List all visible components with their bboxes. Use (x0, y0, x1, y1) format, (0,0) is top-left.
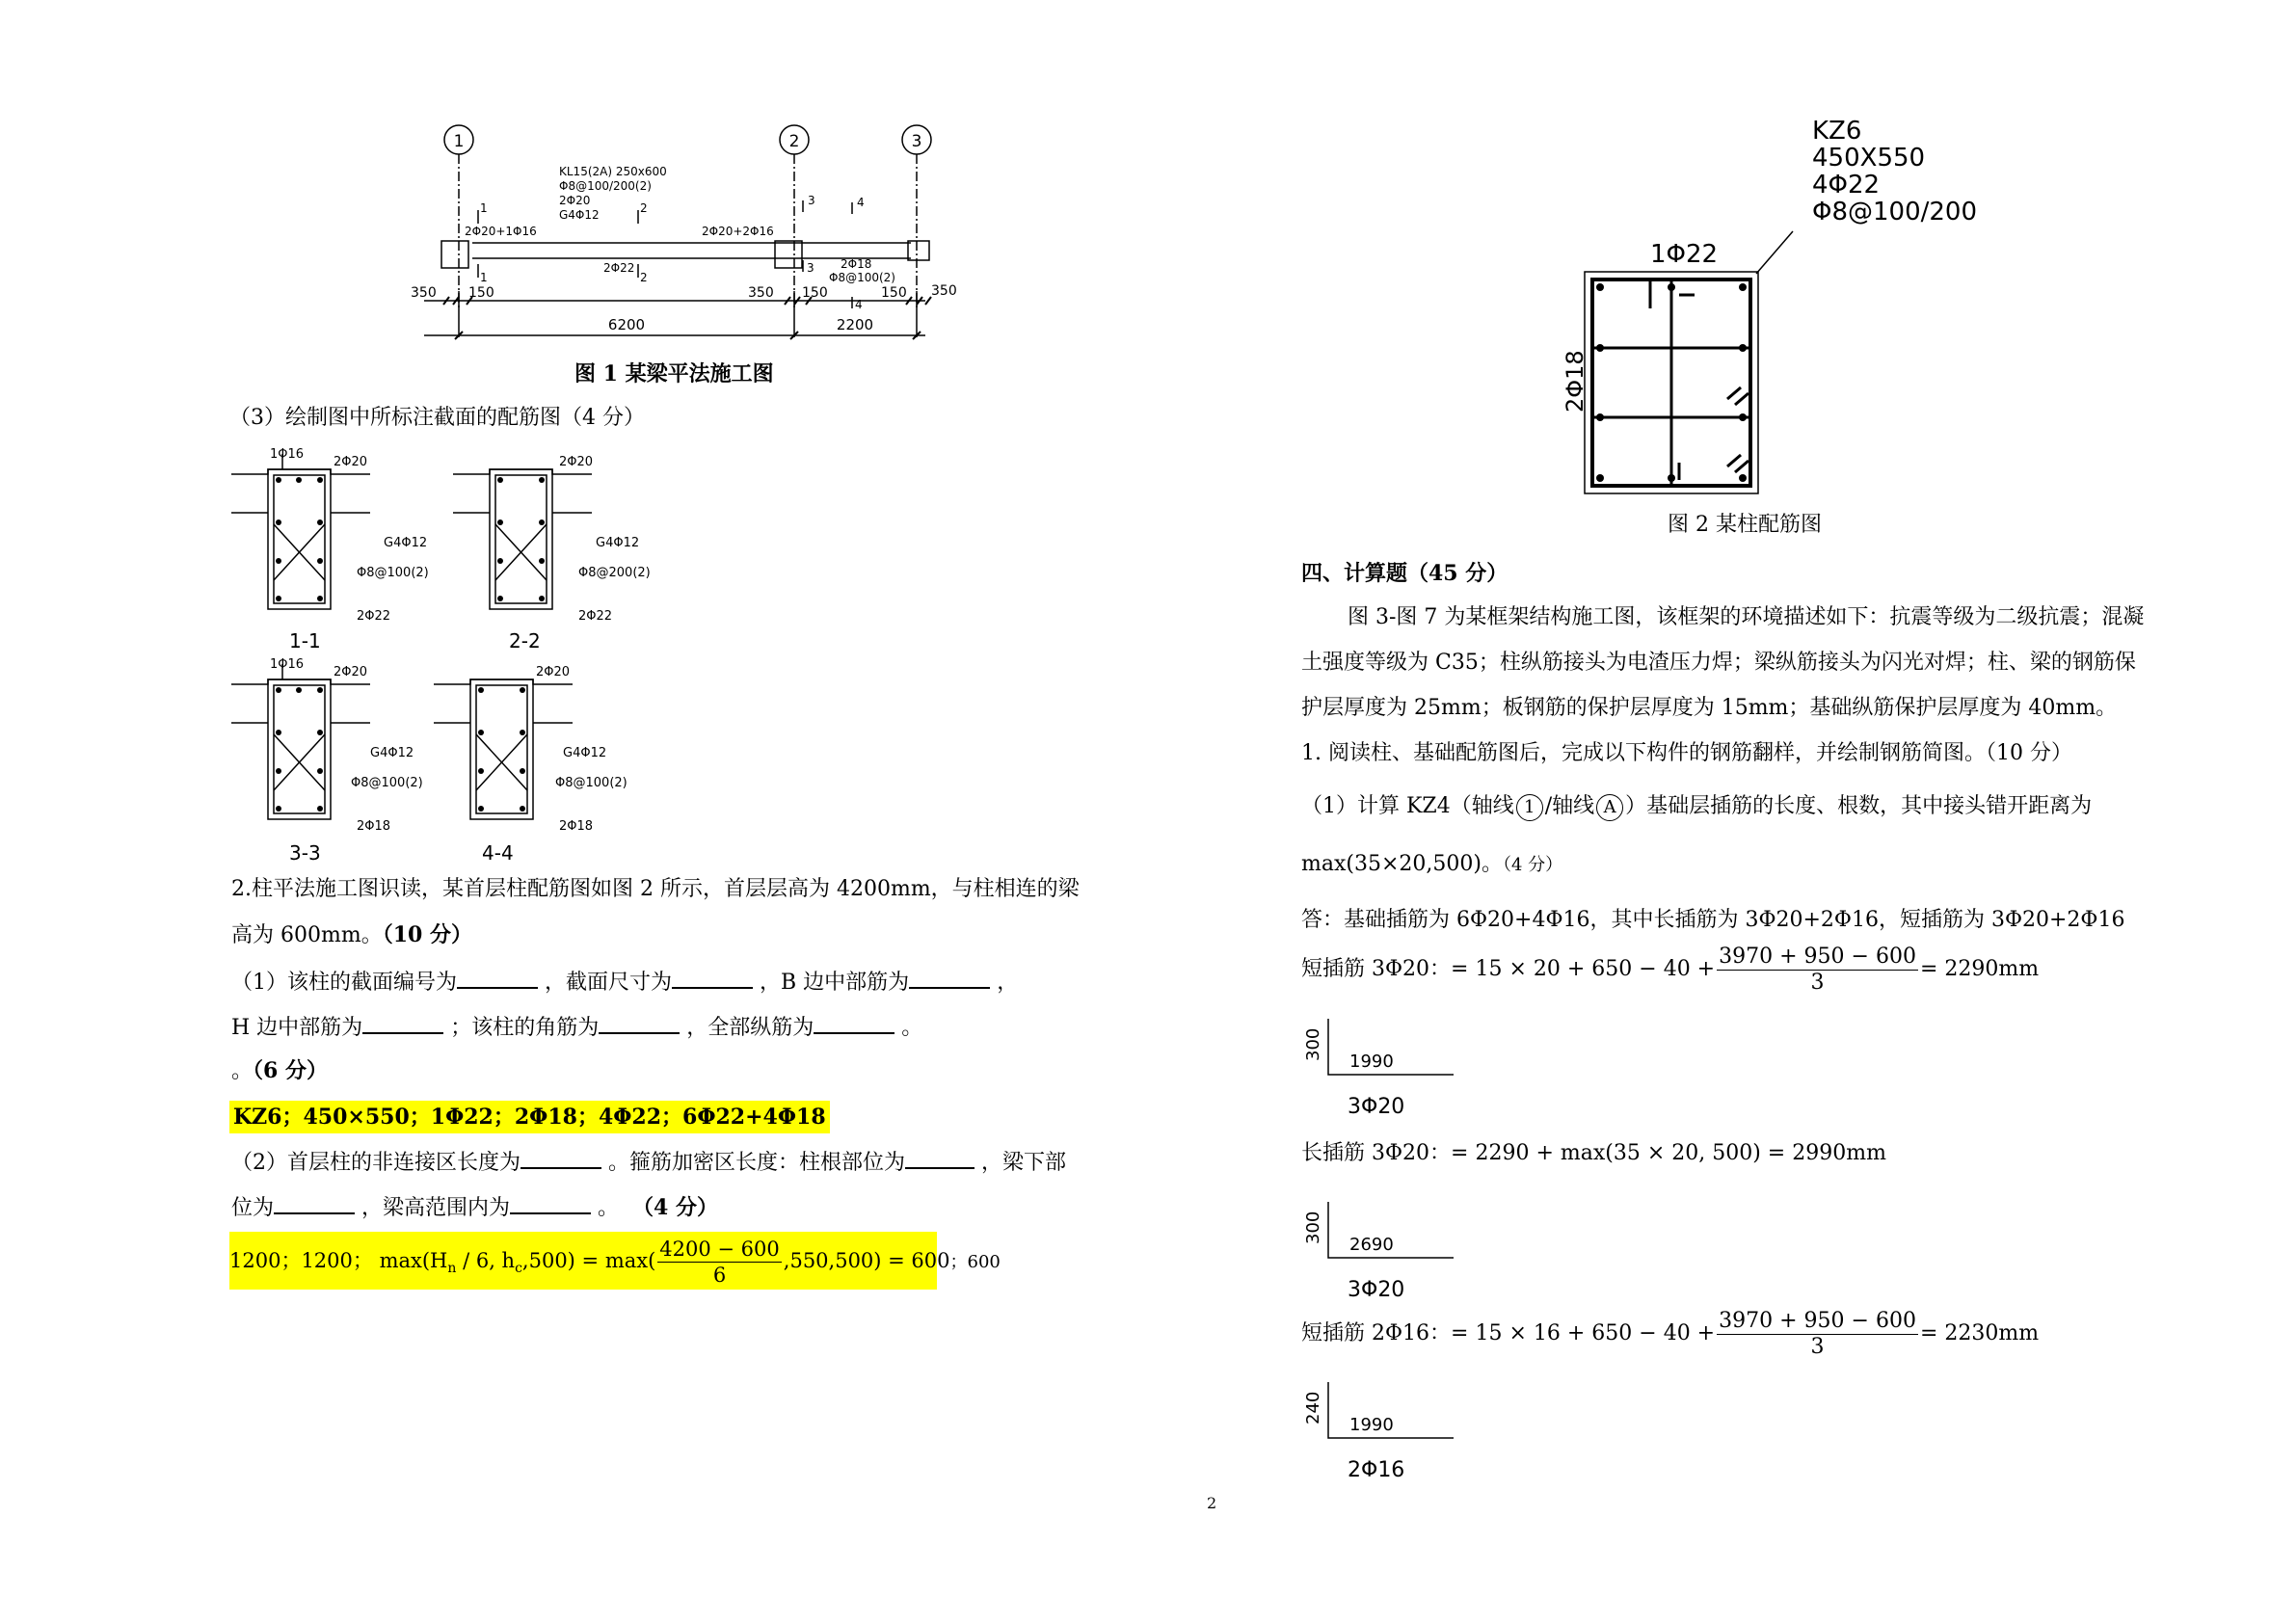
dim-span-2200: 2200 (836, 316, 874, 333)
sketch1-vertical: 300 (1303, 1027, 1323, 1061)
sketch2-name: 3Φ20 (1348, 1278, 1405, 1302)
sketch2-horizontal: 2690 (1349, 1235, 1394, 1255)
q2-s2-line2 (231, 1191, 718, 1223)
sec1-top-a: 1Φ16 (270, 447, 305, 462)
page-number: 2 (1207, 1494, 1217, 1512)
answer-2-result: ,550,500) = 600 (783, 1249, 950, 1272)
sketch2-vertical: 300 (1303, 1211, 1323, 1244)
answer-2-tail: ；600 (949, 1252, 1001, 1272)
beam-label-line-1: KL15(2A) 250x600 (559, 165, 667, 178)
section4-q1: 1. 阅读柱、基础配筋图后，完成以下构件的钢筋翻样，并绘制钢筋简图。（10 分） (1301, 741, 2072, 765)
answer-2-div: / 6, h (456, 1249, 516, 1272)
calc3-result: = 2230mm (1919, 1321, 2040, 1345)
calc-short-2d16 (1301, 1307, 2039, 1361)
calc2-expr: = 2290 + max(35 × 20, 500) = 2990mm (1451, 1141, 1886, 1165)
sketch1-name: 3Φ20 (1348, 1095, 1405, 1119)
answer-2-max: max(H (379, 1249, 448, 1272)
q2-s1-text-b: ，截面尺寸为 (545, 971, 673, 995)
q2-s1-text-g: ，全部纵筋为 (686, 1016, 814, 1040)
answer-2-sub-n: n (447, 1261, 457, 1277)
blank-column-base[interactable] (905, 1146, 974, 1169)
q2-s2-text-a: （2）首层柱的非连接区长度为 (231, 1151, 521, 1175)
q2-s2-text-e: ，梁高范围内为 (361, 1196, 511, 1220)
axis-1-label: 1 (453, 132, 465, 151)
answer-1-highlight: KZ6；450×550；1Φ22；2Φ18；4Φ22；6Φ22+4Φ18 (229, 1101, 830, 1133)
dim-150-left: 150 (468, 285, 494, 301)
sec4-top-b: 2Φ20 (536, 665, 571, 679)
q2-s1-text-d: ， (997, 971, 1019, 995)
answer-2-denominator: 6 (712, 1264, 727, 1287)
beam-label-line-2: Φ8@100/200(2) (559, 179, 652, 193)
beam-plan-drawing (386, 116, 983, 347)
sketch3-vertical: 240 (1303, 1391, 1323, 1424)
q2-s1-text-f: ；该柱的角筋为 (450, 1016, 600, 1040)
answer-2-eq: ,500) = max( (521, 1249, 656, 1272)
calc1-result: = 2290mm (1919, 957, 2040, 981)
sec2-top-b: 2Φ20 (559, 455, 594, 469)
q2-s1-text-e: H 边中部筋为 (231, 1016, 363, 1040)
blank-below-beam[interactable] (274, 1191, 355, 1214)
axis-3-label: 3 (911, 132, 922, 151)
sec2-bottom: 2Φ22 (578, 609, 613, 624)
q2-s1-text-h: 。 (901, 1016, 923, 1040)
section-mark-3-bottom: 3 (807, 261, 814, 275)
section-mark-3: 3 (808, 194, 815, 207)
section4-para-line2: 土强度等级为 C35；柱纵筋接头为电渣压力焊；梁纵筋接头为闪光对焊；柱、梁的钢筋保 (1301, 651, 2136, 675)
answer-2-numerator: 4200 − 600 (659, 1238, 780, 1261)
q2-s1-text-a: （1）该柱的截面编号为 (231, 971, 457, 995)
sec3-side: G4Φ12 (370, 746, 414, 760)
sec4-bottom: 2Φ18 (559, 819, 594, 834)
blank-beam-height[interactable] (510, 1191, 591, 1214)
sec3-bottom: 2Φ18 (357, 819, 391, 834)
q1-1-text-a: （1）计算 KZ4（轴线 (1301, 794, 1514, 818)
q2-s1-score-dot: 。 (231, 1059, 254, 1083)
dim-150-right: 150 (881, 285, 907, 301)
q2-intro-line1: 2.柱平法施工图识读，某首层柱配筋图如图 2 所示，首层层高为 4200mm，与柱相连的梁 (231, 877, 1080, 901)
section-mark-1-bottom: 1 (480, 271, 488, 284)
sec2-stirrup: Φ8@200(2) (578, 566, 651, 580)
column-section-drawing (1542, 106, 1986, 511)
sec4-name: 4-4 (482, 841, 514, 865)
q2-s1-score-text: （6 分） (253, 1058, 328, 1083)
sec2-name: 2-2 (509, 629, 541, 652)
q2-s2-text-c: ，梁下部 (981, 1151, 1067, 1175)
axis-1-circle: 1 (1516, 794, 1543, 821)
section-mark-2-bottom: 2 (640, 271, 648, 284)
calc1-fraction (1717, 945, 1918, 996)
fig2-top-bars: 1Φ22 (1650, 240, 1719, 269)
rebar-sketch-2 (1292, 1200, 1465, 1306)
axis-2-label: 2 (788, 132, 800, 151)
blank-h-side-bars[interactable] (362, 1011, 443, 1034)
calc-short-3d20 (1301, 943, 2039, 997)
q2-s2-text-d: 位为 (231, 1196, 275, 1220)
sec3-top-b: 2Φ20 (334, 665, 368, 679)
q2-s1-line2 (231, 1011, 922, 1043)
axis-a-circle: A (1596, 794, 1623, 821)
q2-intro-score: （10 分） (382, 922, 472, 947)
q2-s1-text-c: ，B 边中部筋为 (760, 971, 910, 995)
fig2-caption: 图 2 某柱配筋图 (1668, 513, 1822, 537)
q2-s2-line1 (231, 1146, 1066, 1178)
right-stirrup-note: Φ8@100(2) (829, 271, 895, 284)
q2-intro-text: 高为 600mm。 (231, 923, 383, 947)
calc-long-3d20 (1301, 1139, 1886, 1168)
answer-intro: 答：基础插筋为 6Φ20+4Φ16，其中长插筋为 3Φ20+2Φ16，短插筋为 3Φ20+2Φ16 (1301, 908, 2125, 932)
section-mark-2: 2 (640, 201, 648, 215)
dim-350-mid: 350 (748, 285, 774, 301)
q2-s2-score: （4 分） (632, 1195, 719, 1220)
dim-span-6200: 6200 (607, 316, 646, 333)
fig2-side-bars: 2Φ18 (1562, 350, 1589, 413)
dim-150-mid: 150 (802, 285, 828, 301)
section-mark-4: 4 (857, 196, 865, 209)
calc1-label: 短插筋 3Φ20： (1301, 957, 1452, 981)
section4-para-line1: 图 3-图 7 为某框架结构施工图，该框架的环境描述如下：抗震等级为二级抗震；混凝 (1348, 605, 2145, 629)
q2-intro-line2 (231, 920, 472, 950)
blank-section-size[interactable] (672, 966, 753, 989)
calc1-expr: = 15 × 20 + 650 − 40 + (1451, 957, 1716, 981)
sec3-stirrup: Φ8@100(2) (351, 776, 423, 790)
dim-350-left: 350 (411, 285, 437, 301)
section4-q1-1-line2 (1301, 850, 1562, 880)
sec1-name: 1-1 (289, 629, 321, 652)
calc3-numerator: 3970 + 950 − 600 (1719, 1308, 1916, 1333)
q1-1-text-b: /轴线 (1544, 794, 1595, 818)
blank-section-number[interactable] (457, 966, 538, 989)
sec3-top-a: 1Φ16 (270, 657, 305, 672)
q2-s1-line1 (231, 966, 1018, 998)
sec1-top-b: 2Φ20 (334, 455, 368, 469)
blank-all-bars[interactable] (814, 1011, 894, 1034)
mid-top-note: 2Φ20+2Φ16 (702, 225, 774, 238)
sketch1-horizontal: 1990 (1349, 1052, 1394, 1072)
bottom-bar-note: 2Φ22 (603, 261, 635, 275)
section-mark-4-bottom: 4 (855, 298, 863, 311)
fig2-label-line-1: KZ6 (1812, 117, 1862, 146)
answer-2-fraction (657, 1237, 781, 1288)
q1-1-text-c: ）基础层插筋的长度、根数，其中接头错开距离为 (1625, 794, 2093, 818)
rebar-sketch-3 (1292, 1380, 1465, 1486)
fig1-caption: 图 1 某梁平法施工图 (574, 361, 774, 386)
fig2-label-line-4: Φ8@100/200 (1812, 198, 1978, 226)
blank-non-connect-zone[interactable] (521, 1146, 601, 1169)
answer-2-sub-c: c (515, 1261, 522, 1277)
calc3-fraction (1717, 1309, 1918, 1360)
sec2-side: G4Φ12 (596, 536, 640, 550)
sketch3-name: 2Φ16 (1348, 1458, 1405, 1482)
q2-s2-text-f: 。 (598, 1196, 620, 1220)
blank-corner-bars[interactable] (599, 1011, 680, 1034)
answer-2-values: 1200；1200； (229, 1249, 373, 1272)
section4-q1-1-line1 (1301, 792, 2092, 821)
calc1-denominator: 3 (1810, 970, 1825, 995)
calc3-label: 短插筋 2Φ16： (1301, 1321, 1452, 1345)
section4-para-line3: 护层厚度为 25mm；板钢筋的保护层厚度为 15mm；基础纵筋保护层厚度为 40mm。 (1301, 696, 2118, 720)
sec1-side: G4Φ12 (384, 536, 428, 550)
sec1-stirrup: Φ8@100(2) (357, 566, 429, 580)
fig2-label-line-3: 4Φ22 (1812, 171, 1881, 200)
section4-title: 四、计算题（45 分） (1301, 561, 1508, 586)
left-top-note: 2Φ20+1Φ16 (465, 225, 537, 238)
q1-1-score: （4 分） (1502, 855, 1563, 875)
dim-350-right: 350 (931, 283, 957, 299)
answer-2-highlight (229, 1232, 1001, 1290)
beam-label-line-3: 2Φ20 (559, 194, 591, 207)
sec4-stirrup: Φ8@100(2) (555, 776, 627, 790)
q2-s2-text-b: 。箍筋加密区长度：柱根部位为 (608, 1151, 906, 1175)
rebar-sketch-1 (1292, 1017, 1465, 1123)
sec3-name: 3-3 (289, 841, 321, 865)
calc3-expr: = 15 × 16 + 650 − 40 + (1451, 1321, 1716, 1345)
right-top-note: 2Φ18 (841, 257, 872, 271)
blank-b-side-bars[interactable] (909, 966, 990, 989)
fig2-label-line-2: 450X550 (1812, 144, 1926, 173)
beam-sections-drawing (229, 445, 673, 869)
calc3-denominator: 3 (1810, 1334, 1825, 1359)
q2-s1-score (231, 1056, 328, 1086)
sec1-bottom: 2Φ22 (357, 609, 391, 624)
calc1-numerator: 3970 + 950 − 600 (1719, 944, 1916, 969)
sketch3-horizontal: 1990 (1349, 1415, 1394, 1435)
calc2-label: 长插筋 3Φ20： (1301, 1141, 1452, 1165)
sec4-side: G4Φ12 (563, 746, 607, 760)
beam-label-line-4: G4Φ12 (559, 208, 600, 222)
q1-1-text-d: max(35×20,500)。 (1301, 852, 1503, 876)
section-mark-1: 1 (480, 201, 488, 215)
q3-text: （3）绘制图中所标注截面的配筋图（4 分） (229, 406, 645, 430)
